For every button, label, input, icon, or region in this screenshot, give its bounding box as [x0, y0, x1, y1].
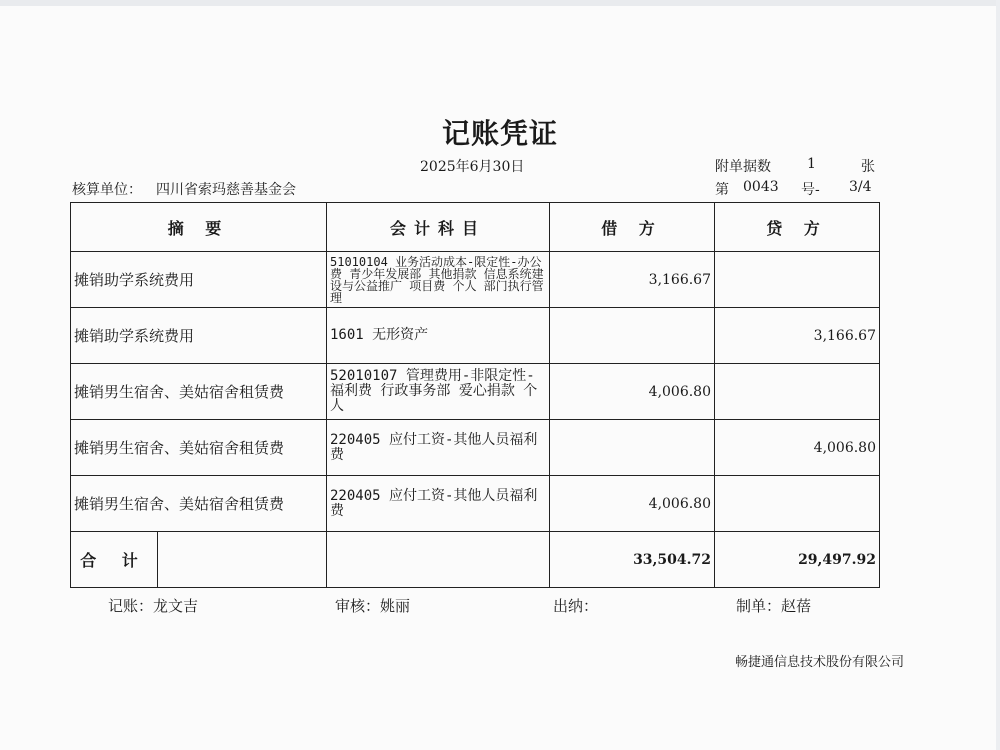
page-edge — [0, 0, 1000, 6]
total-row — [71, 532, 880, 588]
row-summary: 摊销男生宿舍、美姑宿舍租赁费 — [71, 420, 327, 476]
preparer-name: 赵蓓 — [781, 597, 812, 615]
accounting-unit-name: 四川省索玛慈善基金会 — [156, 182, 296, 198]
table-row — [71, 476, 880, 532]
row-account: 220405 应付工资-其他人员福利费 — [327, 420, 550, 476]
row-credit — [715, 476, 880, 532]
row-debit — [550, 420, 715, 476]
total-credit: 29,497.92 — [715, 532, 880, 588]
software-company: 畅捷通信息技术股份有限公司 — [735, 655, 905, 670]
attachment-label: 附单据数 — [715, 159, 771, 175]
cashier-label: 出纳： — [553, 597, 599, 615]
table-row — [71, 420, 880, 476]
preparer-signature — [736, 595, 811, 616]
row-summary: 摊销男生宿舍、美姑宿舍租赁费 — [71, 476, 327, 532]
voucher-title: 记账凭证 — [441, 117, 558, 150]
table-header-row — [71, 203, 880, 252]
table-row — [71, 364, 880, 420]
reviewer-signature — [335, 595, 410, 616]
voucher-number-prefix: 第 — [715, 182, 729, 198]
header-summary: 摘 要 — [71, 203, 327, 252]
voucher-number-value: 0043 — [743, 179, 779, 195]
voucher-table — [70, 202, 880, 588]
bookkeeper-name: 龙文吉 — [153, 597, 199, 615]
total-label: 合 计 — [71, 532, 158, 587]
row-account: 220405 应付工资-其他人员福利费 — [327, 476, 550, 532]
attachment-unit: 张 — [861, 159, 875, 175]
total-account-cell — [327, 532, 550, 588]
bookkeeper-label: 记账： — [108, 597, 154, 615]
row-summary: 摊销助学系统费用 — [71, 308, 327, 364]
row-summary: 摊销男生宿舍、美姑宿舍租赁费 — [71, 364, 327, 420]
preparer-label: 制单： — [736, 597, 782, 615]
bookkeeper-signature — [108, 595, 198, 616]
accounting-unit — [72, 179, 296, 199]
row-account: 51010104 业务活动成本-限定性-办公费 青少年发展部 其他捐款 信息系统建设与公益推广 项目费 个人 部门执行管理 — [327, 252, 550, 308]
attachment-number: 1 — [807, 156, 816, 172]
row-summary: 摊销助学系统费用 — [71, 252, 327, 308]
voucher-number-suffix: 号- — [801, 182, 820, 198]
total-debit: 33,504.72 — [550, 532, 715, 588]
table-row — [71, 252, 880, 308]
table-row — [71, 308, 880, 364]
row-account: 1601 无形资产 — [327, 308, 550, 364]
row-debit: 4,006.80 — [550, 364, 715, 420]
total-cell — [71, 532, 327, 588]
row-debit — [550, 308, 715, 364]
reviewer-name: 姚丽 — [380, 597, 411, 615]
cashier-signature — [553, 595, 598, 616]
row-debit: 4,006.80 — [550, 476, 715, 532]
header-account: 会计科目 — [327, 203, 550, 252]
row-debit: 3,166.67 — [550, 252, 715, 308]
header-debit: 借 方 — [550, 203, 715, 252]
voucher-date: 2025年6月30日 — [420, 159, 525, 175]
row-credit: 4,006.80 — [715, 420, 880, 476]
row-credit: 3,166.67 — [715, 308, 880, 364]
accounting-unit-label: 核算单位： — [72, 182, 142, 198]
row-account: 52010107 管理费用-非限定性-福利费 行政事务部 爱心捐款 个人 — [327, 364, 550, 420]
header-credit: 贷 方 — [715, 203, 880, 252]
reviewer-label: 审核： — [335, 597, 381, 615]
row-credit — [715, 252, 880, 308]
voucher-page: 3/4 — [849, 179, 872, 195]
row-credit — [715, 364, 880, 420]
